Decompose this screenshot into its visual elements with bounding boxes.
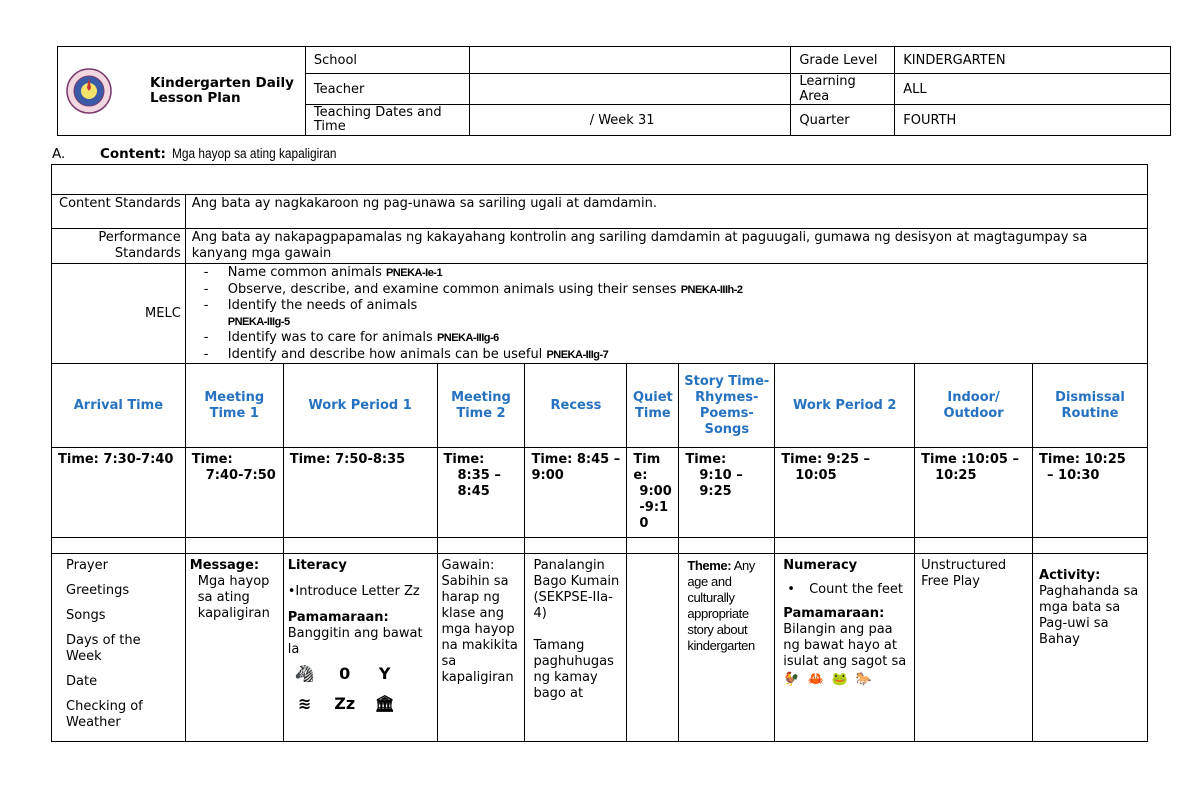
time-story-b: 9:10 – 9:25: [699, 468, 743, 499]
frog-icon: 🐸: [831, 672, 848, 687]
title-line-1: Kindergarten Daily: [150, 75, 294, 91]
work-2-title: Numeracy: [783, 558, 858, 573]
time-story-a: Time:: [685, 452, 727, 467]
time-meeting-2-a: Time:: [443, 452, 485, 467]
recess-text-1: Panalangin Bago Kumain (SEKPSE-IIa-4): [533, 558, 620, 621]
rooster-icon: 🐓: [783, 672, 800, 687]
story-theme-label: Theme:: [687, 558, 732, 573]
lesson-table: [51, 164, 1148, 742]
area-label: Learning Area: [791, 74, 895, 105]
letter-zz-icon: Zz: [334, 694, 356, 713]
deped-seal-icon: [66, 68, 112, 114]
content-label: Content:: [100, 146, 166, 162]
content-value: Mga hayop sa ating kapaligiran: [171, 146, 337, 161]
time-dismissal-b: – 10:30: [1047, 468, 1100, 483]
period-indoor: Indoor/ Outdoor: [915, 364, 1033, 448]
melc-item: - Identify the needs of animals PNEKA-IIIg-5: [204, 298, 1147, 330]
period-work-2: Work Period 2: [775, 364, 915, 448]
indoor-text: Unstructured Free Play: [915, 554, 1033, 742]
crab-icon: 🦀: [807, 672, 824, 687]
area-value: ALL: [895, 74, 1171, 105]
content-standards-label: Content Standards: [52, 195, 186, 229]
melc-item: - Observe, describe, and examine common animals using their senses PNEKA-IIIh-2: [204, 282, 1147, 299]
letter-z-pictures: [288, 658, 433, 716]
time-work-2-a: Time: 9:25 –: [781, 452, 871, 467]
grade-label: Grade Level: [791, 47, 895, 74]
time-meeting-1-a: Time:: [191, 452, 233, 467]
period-arrival: Arrival Time: [52, 364, 186, 448]
arrival-item: Checking of Weather: [66, 699, 143, 730]
zoo-icon: 🏛: [374, 694, 395, 713]
meeting-2-text: Gawain: Sabihin sa harap ng klase ang mga hayop na makikita sa kapaligiran: [437, 554, 525, 742]
period-meeting-1: Meeting Time 1: [185, 364, 283, 448]
period-story: Story Time-Rhymes-Poems-Songs: [679, 364, 775, 448]
performance-standards-row: [52, 229, 1148, 264]
arrival-item: Date: [66, 674, 98, 689]
meeting-1-label: Message:: [189, 558, 260, 573]
time-meeting-2-b: 8:35 – 8:45: [457, 468, 501, 499]
work-1-text: Banggitin ang bawat la: [287, 626, 423, 657]
zebra-icon: 🦓: [294, 664, 315, 683]
period-recess: Recess: [525, 364, 627, 448]
time-arrival: Time: 7:30-7:40: [52, 448, 186, 538]
period-dismissal: Dismissal Routine: [1033, 364, 1148, 448]
arrival-item: Days of the Week: [66, 633, 141, 664]
time-row: [52, 448, 1148, 538]
zipper-icon: Y: [378, 664, 391, 683]
dates-value: / Week 31: [469, 105, 791, 136]
arrival-item: Greetings: [66, 583, 130, 598]
school-value: [469, 47, 791, 74]
header-table: [57, 46, 1171, 136]
content-standards-text: Ang bata ay nagkakaroon ng pag-unawa sa sariling ugali at damdamin.: [185, 195, 1147, 229]
melc-item: - Name common animals PNEKA-Ie-1: [204, 265, 1147, 282]
content-standards-row: [52, 195, 1148, 229]
dismissal-label: Activity:: [1039, 568, 1101, 583]
time-indoor-b: 10:25: [935, 468, 977, 483]
melc-row: [52, 264, 1148, 364]
quarter-label: Quarter: [791, 105, 895, 136]
blank-row: [52, 165, 1148, 195]
melc-label: MELC: [52, 264, 186, 364]
teacher-label: Teacher: [305, 74, 469, 105]
work-2-method: Pamamaraan:: [783, 606, 885, 621]
melc-list: [186, 265, 1147, 363]
time-quiet-b: 9:00-9:10: [639, 484, 672, 531]
dismissal-text: Paghahanda sa mga bata sa Pag-uwi sa Bahay: [1039, 584, 1139, 647]
work-2-text: Bilangin ang paa ng bawat hayo at isulat ang sagot sa: [783, 622, 907, 669]
logo-title-cell: [58, 47, 306, 136]
arrival-item: Prayer: [66, 558, 108, 573]
period-header-row: [52, 364, 1148, 448]
dates-label: Teaching Dates and Time: [305, 105, 469, 136]
work-1-title: Literacy: [287, 558, 347, 573]
quiet-activity: [627, 554, 679, 742]
time-indoor-a: Time :10:05 –: [921, 452, 1019, 467]
work-1-bullet: •Introduce Letter Zz: [287, 584, 420, 599]
period-meeting-2: Meeting Time 2: [437, 364, 525, 448]
teacher-value: [469, 74, 791, 105]
time-dismissal-a: Time: 10:25: [1039, 452, 1126, 467]
time-recess: Time: 8:45 – 9:00: [525, 448, 627, 538]
spacer-row: [52, 538, 1148, 554]
period-quiet: Quiet Time: [627, 364, 679, 448]
meeting-1-text: Mga hayop sa ating kapaligiran: [197, 574, 270, 621]
school-label: School: [305, 47, 469, 74]
zero-icon: 0: [339, 664, 351, 683]
time-meeting-1-b: 7:40-7:50: [205, 468, 276, 483]
horse-icon: 🐎: [855, 672, 873, 687]
animal-pictures: [783, 672, 908, 688]
story-theme-text: Any age and culturally appropriate story about kindergarten: [687, 558, 755, 653]
zigzag-icon: ≋: [298, 694, 312, 713]
recess-text-2: Tamang paghuhugas ng kamay bago at: [533, 638, 614, 701]
work-2-bullet: Count the feet: [809, 582, 903, 597]
content-letter: A.: [52, 146, 66, 162]
work-1-method: Pamamaraan:: [287, 610, 389, 625]
activity-row: Prayer Greetings Songs Days of the Week Date Checking of Weather Message: Mga hayop sa ating kapaligiran Literacy •Introduce Letter Zz Pamamaraan: Banggitin ang bawat la 🦓 0 Y ≋ Zz 🏛 Gawain: Sabihin sa harap ng klase ang mga hayop na makikita sa kapaligiran Panalangin Bago Kumain (SEKPSE-IIa-4) Tamang paghuhugas ng kamay bago at Theme: Any age and culturally appropriate story about kindergarten Numeracy • Count the feet Pamamaraan: Bilangin ang paa ng bawat hayo at isulat ang sagot sa 🐓 🦀 🐸 🐎 Unstructured Free Play Activity: Paghahanda sa mga bata sa Pag-uwi sa Bahay: [52, 554, 1148, 742]
time-quiet-a: Time:: [633, 452, 661, 483]
performance-standards-label: Performance Standards: [52, 229, 186, 264]
time-work-1: Time: 7:50-8:35: [283, 448, 437, 538]
performance-standards-text: Ang bata ay nakapagpapamalas ng kakayahang kontrolin ang sariling damdamin at paguugali, gumawa ng desisyon at magtagumpay sa kanyang mga gawain: [185, 229, 1147, 264]
grade-value: KINDERGARTEN: [895, 47, 1171, 74]
time-work-2-b: 10:05: [795, 468, 837, 483]
title-line-2: Lesson Plan: [150, 90, 241, 106]
period-work-1: Work Period 1: [283, 364, 437, 448]
arrival-item: Songs: [66, 608, 106, 623]
quarter-value: FOURTH: [895, 105, 1171, 136]
content-line: [52, 146, 359, 162]
melc-item: - Identify and describe how animals can be useful PNEKA-IIIg-7: [204, 347, 1147, 364]
melc-item: - Identify was to care for animals PNEKA-IIIg-6: [204, 330, 1147, 347]
